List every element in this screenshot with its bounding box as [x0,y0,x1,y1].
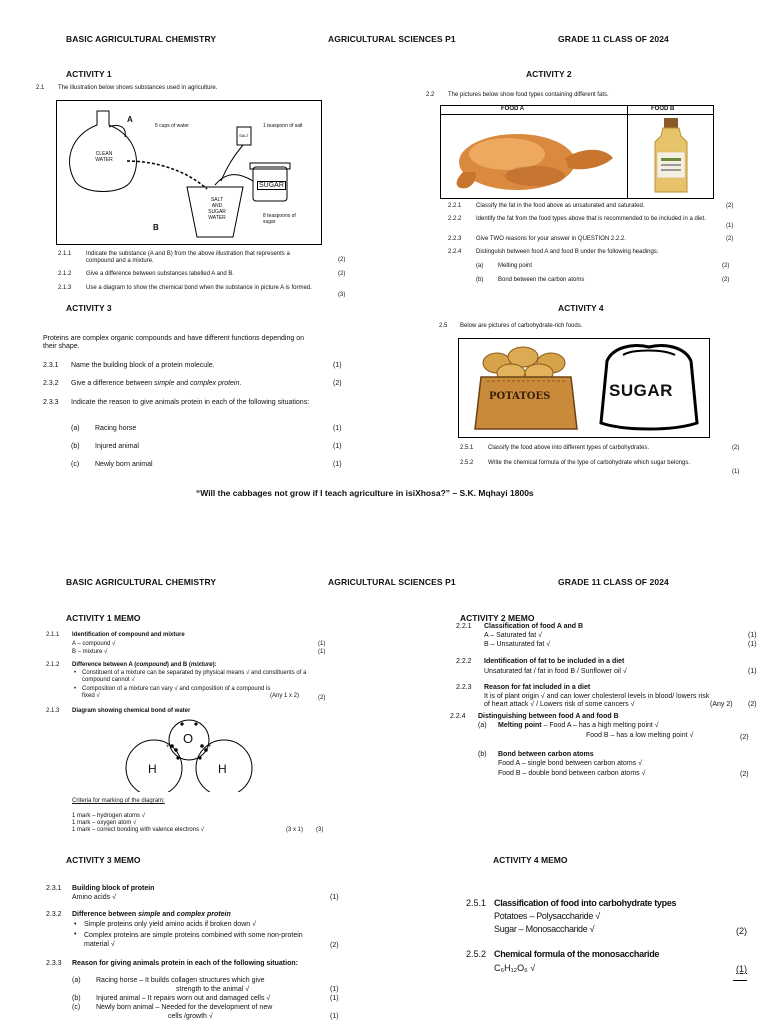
text-part: and [174,380,190,387]
sub-letter: (a) [72,977,81,984]
item-num: 2.3.1 [46,885,62,892]
hydrogen-symbol: H [148,762,157,776]
sub-text: Bond between the carbon atoms [498,277,585,283]
answer-mark: (1) [330,894,339,901]
answer-mark: (2) [330,942,339,949]
water-bond-diagram [118,718,260,792]
bullet-icon: • [74,931,77,938]
answer-line: B – mixture √ [72,649,108,655]
potatoes-label: POTATOES [489,391,551,402]
item-heading: Identification of compound and mixture [72,632,185,638]
answer-mark: (1) [748,641,757,648]
item-num: 2.2.2 [448,216,462,222]
item-num: 2.3.2 [46,911,62,918]
answer-line: A – Saturated fat √ [484,632,542,639]
plus-sign: + [208,744,212,750]
item-mark: (1) [333,362,342,369]
any-note: (Any 2) [710,701,733,708]
protein-intro: Proteins are complex organic compounds and have different functions depending on their shape. [43,335,304,350]
sub-letter: (c) [71,461,80,468]
item-mark: (1) [726,223,734,229]
item-heading: Reason for giving animals protein in each of the following situation: [72,960,298,967]
item-mark: (2) [726,203,734,209]
item-heading: Building block of protein [72,885,155,892]
answer-mark: (1) [748,668,757,675]
q-2-5-text: Below are pictures of carbohydrate-rich foods. [460,323,583,329]
text-part: Difference between A ( [72,662,137,668]
answer-line: C₆H₁₂O₆ √ [494,963,536,973]
answer-line: cells /growth √ [168,1013,213,1020]
text-part: and [160,911,177,918]
answer-line: Sugar – Monosaccharide √ [494,924,595,934]
q-2-5-number: 2.5 [439,323,448,329]
bullet-icon: • [74,670,77,676]
mixture-line-2: AND [211,203,223,209]
item-text: Give TWO reasons for your answer in QUESTION 2.2.2. [476,236,626,242]
answer-line: Amino acids √ [72,894,116,901]
sub-mark: (1) [333,461,342,468]
item-text: Use a diagram to show the chemical bond when the substance in picture A is formed. [86,285,312,291]
label-b: B [153,223,159,232]
answer-mark: (1) [318,641,326,647]
sub-letter: (b) [71,443,80,450]
item-num: 2.3.3 [43,399,59,406]
bullet-text: Constituent of a mixture can be separated by physical means √ and constituents of a compound cannot √ [82,670,307,683]
item-text: Give a difference between substances labelled A and B. [86,271,234,277]
sub-letter: (a) [71,425,80,432]
item-num: 2.3.1 [43,362,59,369]
sugar-label: SUGAR [609,381,673,400]
answer-mark: (2) [740,771,749,778]
memo-1-title: ACTIVITY 1 MEMO [66,613,141,623]
item-text: Write the chemical formula of the type of carbohydrate which sugar belongs. [488,460,690,466]
mixture-line-4: WATER [208,215,226,221]
text-em: compound [136,662,167,668]
text-part: Give a difference between [71,380,155,387]
sub-letter: (c) [72,1004,81,1011]
item-num: 2.2.2 [456,658,472,665]
bullet-text: Complex proteins are simple proteins combined with some non-protein material √ [84,932,303,948]
q-2-1-text: The illustration below shows substances used in agriculture. [58,85,218,91]
item-num: 2.3.2 [43,380,59,387]
answer-line: Food B – double bond between carbon atoms √ [498,770,646,777]
item-text: Identify the fat from the food types above that is recommended to be included in a diet. [476,216,706,222]
plus-sign: + [166,744,170,750]
activity-1-title: ACTIVITY 1 [66,69,112,79]
answer-mark: (1) [330,1013,339,1020]
answer-line: Food A – single bond between carbon atoms √ [498,760,642,767]
item-num: 2.1.3 [58,285,72,291]
clean-water-label: CLEAN WATER [95,151,113,163]
quote: “Will the cabbages not grow if I teach agriculture in isiXhosa?” – S.K. Mqhayi 1800s [196,488,534,498]
item-num: 2.5.1 [466,898,487,908]
criteria-line: 1 mark – hydrogen atoms √ [72,813,145,819]
sub-mark: (1) [333,443,342,450]
criteria-heading: Criteria for marking of the diagram: [72,798,165,804]
header-center: AGRICULTURAL SCIENCES P1 [328,34,456,44]
activity-2-title: ACTIVITY 2 [526,69,572,79]
item-mark: (2) [732,445,740,451]
item-num: 2.2.4 [450,713,466,720]
header-right: GRADE 11 CLASS OF 2024 [558,34,669,44]
activity-3-title: ACTIVITY 3 [66,303,112,313]
mixture-line-1: SALT [210,197,224,203]
oxygen-symbol: O [183,731,194,746]
item-num: 2.2.3 [456,684,472,691]
text-em: simple [138,911,161,918]
text-part: . [239,380,242,387]
food-b-header: FOOD B [651,106,675,112]
teaspoon-label: 1 teaspoon of salt [263,123,303,129]
item-num: 2.1.1 [46,632,60,638]
sub-heading: Bond between carbon atoms [498,751,594,758]
item-num: 2.5.1 [460,445,474,451]
text-em: complex protein [189,380,240,387]
bullet-text: Simple proteins only yield amino acids if broken down √ [84,921,256,928]
answer-mark: (2) [736,926,747,936]
item-num: 2.2.1 [448,203,462,209]
header-left: BASIC AGRICULTURAL CHEMISTRY [66,577,217,587]
mark-underline [733,980,747,981]
bullet-icon: • [74,686,77,692]
item-mark: (2) [338,271,346,277]
any-note: (Any 1 x 2) [270,693,300,699]
sub-letter: (a) [476,263,484,269]
memo-3-title: ACTIVITY 3 MEMO [66,855,141,865]
q-2-2-text: The pictures below show food types containing different fats. [448,92,609,98]
answer-line: Racing horse – It builds collagen structures which give [96,977,265,984]
memo-2-title: ACTIVITY 2 MEMO [460,613,535,623]
sub-letter: (a) [478,722,487,729]
item-heading: Diagram showing chemical bond of water [72,708,191,714]
item-text: Indicate the substance (A and B) from the above illustration that represents a compound and a mixture. [86,251,290,264]
sub-text: Racing horse [95,425,137,432]
answer-line: A – compound √ [72,641,116,647]
sugar-jar-label: SUGAR [259,182,284,189]
item-num: 2.5.2 [466,949,487,959]
potatoes-sack-image [467,343,585,433]
answer-mark: (2) [318,695,326,701]
item-num: 2.5.2 [460,460,474,466]
carbohydrate-foods-image [458,338,710,438]
item-heading: Classification of food into carbohydrate types [494,898,677,908]
answer-mark: (1) [330,995,339,1002]
sub-heading: Melting point [498,722,542,729]
item-num: 2.1.3 [46,708,60,714]
answer-mark: (1) [330,986,339,993]
hydrogen-symbol: H [218,762,227,776]
fat-foods-table [440,105,714,199]
item-num: 2.2.4 [448,249,462,255]
item-num: 2.1.2 [58,271,72,277]
q-2-2-number: 2.2 [426,92,435,98]
answer-line: Food B – has a low melting point √ [586,732,694,739]
cups-label: 5 cups of water [155,123,189,129]
answer-mark: (3) [316,827,324,833]
item-text: Name the building block of a protein molecule. [71,362,215,369]
answer-line: – Food A – has a high melting point √ [541,722,659,729]
sub-mark: (1) [333,425,342,432]
answer-mark: (1) [736,964,747,974]
item-heading: Reason for fat included in a diet [484,684,591,691]
header-center: AGRICULTURAL SCIENCES P1 [328,577,456,587]
sub-text: Newly born animal [95,461,153,468]
header-left: BASIC AGRICULTURAL CHEMISTRY [66,34,217,44]
teaspoons-label: 8 teaspoons of sugar [263,213,296,225]
mixture-line-3: SUGAR [208,209,226,215]
answer-line: strength to the animal √ [176,986,250,993]
item-num: 2.2.3 [448,236,462,242]
item-heading: Classification of food A and B [484,623,584,630]
answer-mark: (1) [748,632,757,639]
text-part: ): [212,662,217,668]
item-heading: Distinguishing between food A and food B [478,713,619,720]
answer-line: It is of plant origin √ and can lower cholesterol levels in blood/ lowers risk of heart attack √ / Lowers risk of some cancers √ [484,693,710,708]
item-num: 2.1.2 [46,662,60,668]
text-part: Difference between [72,911,139,918]
oil-bottle-image [641,118,701,196]
sub-letter: (b) [478,751,487,758]
item-num: 2.3.3 [46,960,62,967]
item-text: Classify the fat in the food above as unsaturated and saturated. [476,203,645,209]
answer-line: Newly born animal – Needed for the development of new [96,1004,273,1011]
item-mark: (1) [732,469,740,475]
bullet-icon: • [74,921,77,928]
item-num: 2.1.1 [58,251,72,257]
sub-mark: (2) [722,277,730,283]
header-right: GRADE 11 CLASS OF 2024 [558,577,669,587]
chicken-image [445,118,625,196]
item-mark: (3) [338,292,346,298]
criteria-line: 1 mark – oxygen atom √ [72,820,137,826]
salt-box-label: SALT [239,133,249,138]
sub-letter: (b) [476,277,484,283]
text-part: ) and B ( [166,662,191,668]
item-heading [72,662,217,668]
answer-line: Injured animal – It repairs worn out and damaged cells √ [96,995,271,1002]
item-text [71,380,241,387]
text-em: simple [154,380,175,387]
item-num: 2.2.1 [456,623,472,630]
item-heading: Chemical formula of the monosaccharide [494,949,660,959]
bullet-text: Composition of a mixture can vary √ and composition of a compound is fixed √ [82,686,271,699]
sub-mark: (2) [722,263,730,269]
memo-4-title: ACTIVITY 4 MEMO [493,855,568,865]
label-a: A [127,115,133,124]
criteria-line: 1 mark – correct bonding with valence electrons √ [72,827,205,833]
answer-line: Unsaturated fat / fat in food B / Sunflower oil √ [484,668,627,675]
sub-answer [498,722,659,729]
item-text: Classify the food above into different types of carbohydrates. [488,445,649,451]
item-mark: (2) [338,257,346,263]
illustration-salt-sugar-water [56,100,322,245]
item-heading: Identification of fat to be included in a diet [484,658,625,665]
item-text: Indicate the reason to give animals protein in each of the following situations: [71,399,310,406]
sub-letter: (b) [72,995,81,1002]
item-heading [72,911,231,918]
text-em: mixture [190,662,213,668]
item-text: Distinguish between food A and food B under the following headings: [476,249,659,255]
item-mark: (2) [333,380,342,387]
mixture-label [205,197,229,221]
criteria-calc: (3 x 1) [286,827,304,833]
item-mark: (2) [726,236,734,242]
food-a-header: FOOD A [501,106,525,112]
q-2-1-number: 2.1 [36,85,45,91]
answer-line: Potatoes – Polysaccharide √ [494,911,600,921]
sub-text: Injured animal [95,443,139,450]
answer-mark: (1) [318,649,326,655]
answer-line: B – Unsaturated fat √ [484,641,551,648]
sub-text: Melting point [498,263,533,269]
text-em: complex protein [176,911,231,918]
activity-4-title: ACTIVITY 4 [558,303,604,313]
answer-mark: (2) [740,734,749,741]
answer-mark: (2) [748,701,757,708]
